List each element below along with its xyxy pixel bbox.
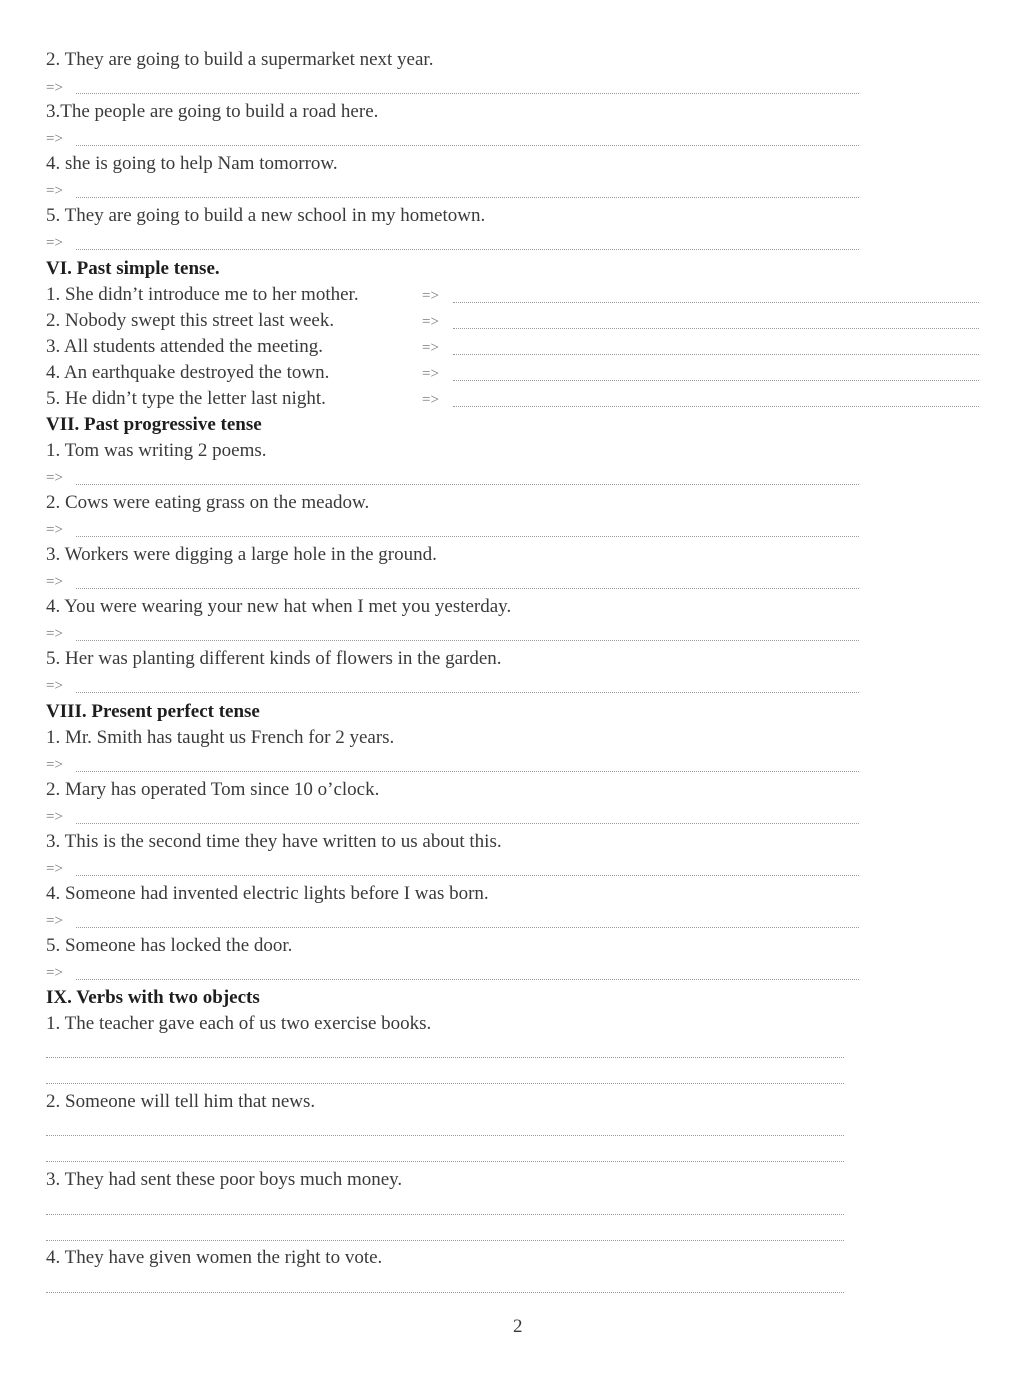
- answer-line[interactable]: [76, 771, 859, 772]
- answer-arrow: =>: [422, 340, 439, 356]
- answer-arrow: =>: [46, 861, 63, 877]
- answer-line[interactable]: [76, 249, 859, 250]
- question-text: 3. Workers were digging a large hole in the ground.: [46, 544, 437, 565]
- question-text: 3.The people are going to build a road here.: [46, 101, 379, 122]
- question-text: 3. They had sent these poor boys much money.: [46, 1169, 403, 1190]
- answer-line[interactable]: [46, 1083, 844, 1084]
- question-text: 5. Her was planting different kinds of flowers in the garden.: [46, 648, 502, 669]
- answer-arrow: =>: [422, 288, 439, 304]
- answer-line[interactable]: [453, 406, 979, 407]
- answer-arrow: =>: [46, 235, 63, 251]
- answer-line[interactable]: [453, 354, 979, 355]
- answer-arrow: =>: [46, 809, 63, 825]
- question-text: 1. Tom was writing 2 poems.: [46, 440, 267, 461]
- question-text: 2. Someone will tell him that news.: [46, 1091, 316, 1112]
- answer-arrow: =>: [46, 80, 63, 96]
- answer-line[interactable]: [76, 536, 859, 537]
- answer-line[interactable]: [76, 588, 859, 589]
- answer-line[interactable]: [76, 692, 859, 693]
- answer-line[interactable]: [46, 1161, 844, 1162]
- answer-line[interactable]: [453, 328, 979, 329]
- answer-arrow: =>: [422, 366, 439, 382]
- section-heading-past-simple: VI. Past simple tense.: [46, 258, 220, 279]
- question-text: 2. Mary has operated Tom since 10 o’clock.: [46, 779, 380, 800]
- answer-arrow: =>: [46, 965, 63, 981]
- section-heading-past-progressive: VII. Past progressive tense: [46, 414, 262, 435]
- answer-arrow: =>: [46, 626, 63, 642]
- answer-line[interactable]: [453, 380, 979, 381]
- answer-line[interactable]: [453, 302, 979, 303]
- answer-arrow: =>: [46, 131, 63, 147]
- answer-line[interactable]: [46, 1057, 844, 1058]
- question-text: 3. All students attended the meeting.: [46, 336, 324, 357]
- question-text: 1. She didn’t introduce me to her mother.: [46, 284, 359, 305]
- question-text: 4. You were wearing your new hat when I met you yesterday.: [46, 596, 512, 617]
- answer-line[interactable]: [76, 875, 859, 876]
- answer-line[interactable]: [76, 145, 859, 146]
- answer-line[interactable]: [76, 823, 859, 824]
- answer-line[interactable]: [46, 1240, 844, 1241]
- question-text: 5. They are going to build a new school in my hometown.: [46, 205, 486, 226]
- answer-arrow: =>: [46, 757, 63, 773]
- answer-arrow: =>: [46, 574, 63, 590]
- question-text: 4. They have given women the right to vote.: [46, 1247, 383, 1268]
- answer-line[interactable]: [76, 197, 859, 198]
- section-heading-present-perfect: VIII. Present perfect tense: [46, 701, 260, 722]
- answer-line[interactable]: [46, 1214, 844, 1215]
- answer-arrow: =>: [46, 913, 63, 929]
- page-number: 2: [513, 1316, 523, 1337]
- question-text: 2. They are going to build a supermarket next year.: [46, 49, 434, 70]
- answer-line[interactable]: [76, 979, 859, 980]
- answer-arrow: =>: [422, 314, 439, 330]
- question-text: 4. Someone had invented electric lights before I was born.: [46, 883, 489, 904]
- answer-line[interactable]: [76, 640, 859, 641]
- answer-arrow: =>: [422, 392, 439, 408]
- question-text: 5. He didn’t type the letter last night.: [46, 388, 326, 409]
- answer-arrow: =>: [46, 522, 63, 538]
- answer-arrow: =>: [46, 470, 63, 486]
- answer-line[interactable]: [46, 1292, 844, 1293]
- answer-arrow: =>: [46, 183, 63, 199]
- question-text: 4. she is going to help Nam tomorrow.: [46, 153, 338, 174]
- question-text: 2. Cows were eating grass on the meadow.: [46, 492, 370, 513]
- question-text: 1. The teacher gave each of us two exercise books.: [46, 1013, 432, 1034]
- answer-line[interactable]: [76, 93, 859, 94]
- question-text: 2. Nobody swept this street last week.: [46, 310, 335, 331]
- question-text: 4. An earthquake destroyed the town.: [46, 362, 330, 383]
- question-text: 5. Someone has locked the door.: [46, 935, 293, 956]
- answer-line[interactable]: [76, 484, 859, 485]
- question-text: 1. Mr. Smith has taught us French for 2 years.: [46, 727, 395, 748]
- answer-arrow: =>: [46, 678, 63, 694]
- section-heading-two-objects: IX. Verbs with two objects: [46, 987, 260, 1008]
- question-text: 3. This is the second time they have written to us about this.: [46, 831, 502, 852]
- answer-line[interactable]: [46, 1135, 844, 1136]
- answer-line[interactable]: [76, 927, 859, 928]
